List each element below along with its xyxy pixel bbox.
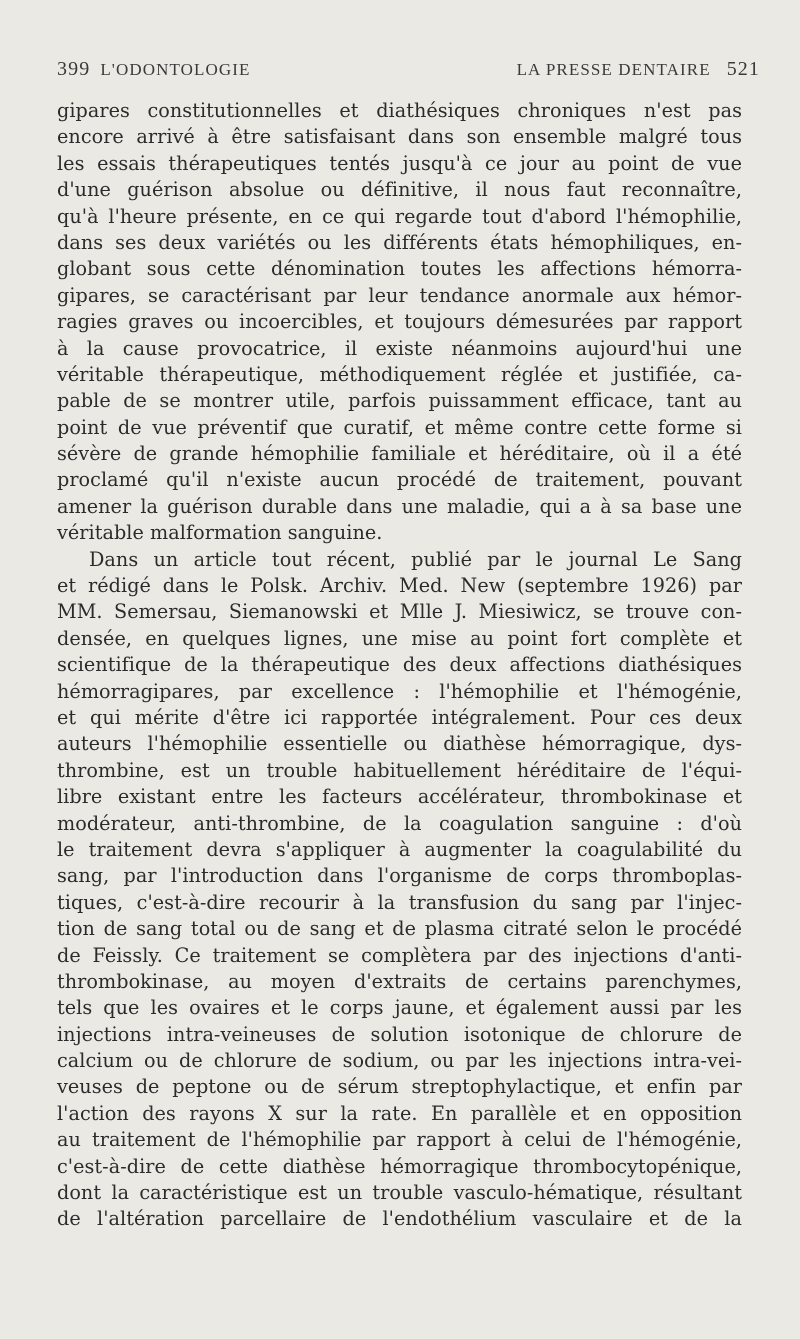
text-line: sévère de grande hémophilie familiale et héréditaire, où il a été	[57, 442, 742, 466]
running-header	[57, 58, 760, 88]
text-line: tiques, c'est-à-dire recourir à la transfusion du sang par l'injec-	[57, 890, 742, 914]
left-journal-title: L'ODONTOLOGIE	[100, 60, 251, 79]
left-page-number: 399	[57, 58, 91, 80]
text-line: véritable thérapeutique, méthodiquement réglée et justifiée, ca-	[57, 362, 742, 386]
text-line: veuses de peptone ou de sérum streptophylactique, et enfin par	[57, 1075, 742, 1099]
text-line: amener la guérison durable dans une maladie, qui a à sa base une	[57, 494, 742, 518]
text-line: hémorragipares, par excellence : l'hémophilie et l'hémogénie,	[57, 679, 742, 703]
text-line: gipares, se caractérisant par leur tendance anormale aux hémor-	[57, 283, 742, 307]
right-page-number: 521	[726, 58, 760, 80]
text-line: tels que les ovaires et le corps jaune, et également aussi par les	[57, 996, 742, 1020]
text-line: encore arrivé à être satisfaisant dans son ensemble malgré tous	[57, 125, 742, 149]
text-line: point de vue préventif que curatif, et même contre cette forme si	[57, 415, 742, 439]
body-text	[57, 98, 742, 1233]
paragraph-1	[57, 98, 742, 547]
text-line: qu'à l'heure présente, en ce qui regarde tout d'abord l'hémophilie,	[57, 204, 742, 228]
header-left	[57, 58, 251, 81]
text-line: MM. Semersau, Siemanowski et Mlle J. Miesiwicz, se trouve con-	[57, 600, 742, 624]
paragraph-2	[57, 547, 742, 1233]
text-line: véritable malformation sanguine.	[57, 521, 383, 545]
text-line: sang, par l'introduction dans l'organisme de corps thromboplas-	[57, 864, 742, 888]
text-line: à la cause provocatrice, il existe néanmoins aujourd'hui une	[57, 336, 742, 360]
text-line: au traitement de l'hémophilie par rapport à celui de l'hémogénie,	[57, 1128, 742, 1152]
text-line: globant sous cette dénomination toutes les affections hémorra-	[57, 257, 742, 281]
text-line: thrombine, est un trouble habituellement héréditaire de l'équi-	[57, 758, 742, 782]
text-line: densée, en quelques lignes, une mise au point fort complète et	[57, 626, 742, 650]
text-line: ragies graves ou incoercibles, et toujours démesurées par rapport	[57, 310, 742, 334]
text-line: scientifique de la thérapeutique des deux affections diathésiques	[57, 653, 742, 677]
text-line: dont la caractéristique est un trouble vasculo-hématique, résultant	[57, 1181, 742, 1205]
text-line: libre existant entre les facteurs accélérateur, thrombokinase et	[57, 785, 742, 809]
right-journal-title: LA PRESSE DENTAIRE	[516, 60, 711, 79]
text-line: injections intra-veineuses de solution isotonique de chlorure de	[57, 1022, 742, 1046]
header-right	[517, 58, 760, 81]
text-line: les essais thérapeutiques tentés jusqu'à ce jour au point de vue	[57, 151, 742, 175]
text-line: modérateur, anti-thrombine, de la coagulation sanguine : d'où	[57, 811, 742, 835]
text-line: de Feissly. Ce traitement se complètera par des injections d'anti-	[57, 943, 742, 967]
text-line: thrombokinase, au moyen d'extraits de certains parenchymes,	[57, 969, 742, 993]
text-line: l'action des rayons X sur la rate. En parallèle et en opposition	[57, 1101, 742, 1125]
text-line: Dans un article tout récent, publié par le journal Le Sang	[89, 547, 742, 571]
text-line: auteurs l'hémophilie essentielle ou diathèse hémorragique, dys-	[57, 732, 742, 756]
text-line: c'est-à-dire de cette diathèse hémorragique thrombocytopénique,	[57, 1154, 742, 1178]
text-line: pable de se montrer utile, parfois puissamment efficace, tant au	[57, 389, 742, 413]
text-line: dans ses deux variétés ou les différents états hémophiliques, en-	[57, 230, 742, 254]
text-line: tion de sang total ou de sang et de plasma citraté selon le procédé	[57, 917, 742, 941]
text-line: proclamé qu'il n'existe aucun procédé de traitement, pouvant	[57, 468, 742, 492]
text-line: et qui mérite d'être ici rapportée intégralement. Pour ces deux	[57, 705, 742, 729]
text-line: calcium ou de chlorure de sodium, ou par les injections intra-vei-	[57, 1049, 742, 1073]
text-line: et rédigé dans le Polsk. Archiv. Med. New (septembre 1926) par	[57, 574, 742, 598]
text-line: gipares constitutionnelles et diathésiques chroniques n'est pas	[57, 99, 742, 122]
text-line: d'une guérison absolue ou définitive, il nous faut reconnaître,	[57, 178, 742, 202]
text-line: de l'altération parcellaire de l'endothélium vasculaire et de la	[57, 1207, 742, 1231]
text-line: le traitement devra s'appliquer à augmenter la coagulabilité du	[57, 837, 742, 861]
